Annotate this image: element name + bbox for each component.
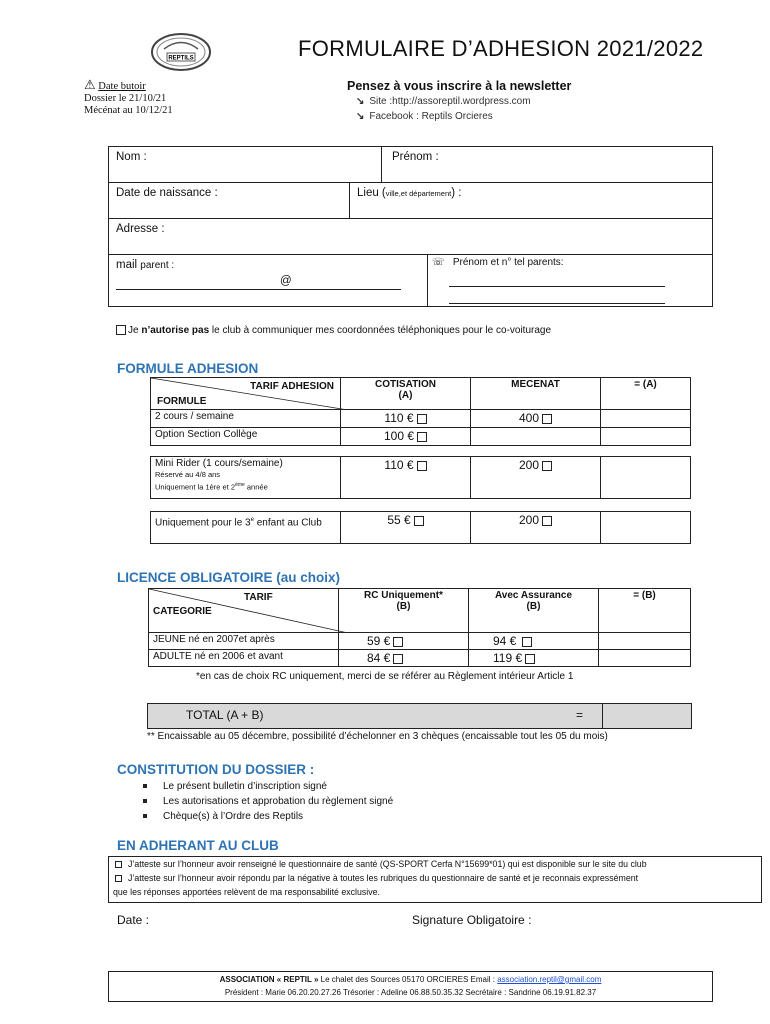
club-title: EN ADHERANT AU CLUB bbox=[117, 838, 279, 853]
page-title: FORMULAIRE D’ADHESION 2021/2022 bbox=[298, 36, 704, 61]
rc-adulte: 84 € bbox=[339, 650, 469, 667]
date-label: Date : bbox=[117, 913, 150, 927]
parents-field-1[interactable] bbox=[449, 273, 665, 287]
deadline-dossier: Dossier le 21/10/21 bbox=[84, 93, 167, 104]
deadline-block bbox=[84, 79, 173, 117]
mecenat-3e-enfant: 200 bbox=[471, 512, 601, 544]
consent-line[interactable]: Je n’autorise pas le club à communiquer mes coordonnées téléphoniques pour le co-voiturage bbox=[116, 325, 551, 336]
lieu-label: Lieu (ville,et département) : bbox=[357, 187, 462, 199]
adhesion-title: FORMULE ADHESION bbox=[117, 361, 259, 376]
warning-icon: ⚠ bbox=[84, 77, 96, 92]
licence-note: *en cas de choix RC uniquement, merci de se référer au Règlement intérieur Article 1 bbox=[196, 671, 574, 682]
footer-email-link[interactable]: association.reptil@gmail.com bbox=[497, 975, 602, 984]
naissance-label: Date de naissance : bbox=[116, 187, 218, 199]
rc-jeune: 59 € bbox=[339, 633, 469, 650]
club-logo bbox=[150, 32, 212, 72]
mecenat-mini-rider: 200 bbox=[471, 457, 601, 499]
deadline-title: Date butoir bbox=[98, 81, 146, 92]
assurance-jeune: 94 € bbox=[469, 633, 599, 650]
attestation-2: J’atteste sur l’honneur avoir répondu par la négative à toutes les rubriques du questionnaire de santé et je reconnais expressément bbox=[113, 871, 761, 885]
identity-table bbox=[108, 146, 713, 307]
parents-label: ☏ Prénom et n° tel parents: bbox=[432, 257, 564, 268]
facebook-line[interactable] bbox=[356, 111, 493, 122]
total-note: ** Encaissable au 05 décembre, possibilité d’échelonner en 3 chèques (encaissable tout les 05 du mois) bbox=[147, 731, 608, 742]
assurance-adulte: 119 € bbox=[469, 650, 599, 667]
formule-3e-enfant: Uniquement pour le 3e enfant au Club bbox=[151, 512, 341, 544]
footer-contacts: Président : Marie 06.20.20.27.26 Trésorier : Adeline 06.88.50.35.32 Secrétaire : Sandrine 06.19.91.82.37 bbox=[224, 988, 597, 997]
deadline-mecenat: Mécénat au 10/12/21 bbox=[84, 105, 173, 116]
total-field[interactable] bbox=[602, 704, 603, 728]
list-item: Le présent bulletin d’inscription signé bbox=[143, 779, 393, 794]
mecenat-2cours: 400 bbox=[471, 410, 601, 428]
formule-college: Option Section Collège bbox=[151, 428, 341, 446]
cotisation-2cours: 110 € bbox=[341, 410, 471, 428]
footer-assoc: ASSOCIATION « REPTIL » bbox=[219, 975, 319, 984]
parents-field-2[interactable] bbox=[449, 291, 665, 304]
dossier-title: CONSTITUTION DU DOSSIER : bbox=[117, 762, 315, 777]
mail-field[interactable]: @ bbox=[116, 275, 401, 290]
adresse-label: Adresse : bbox=[116, 223, 165, 235]
licence-table: TARIF CATEGORIE RC Uniquement* (B) Avec Assurance (B) = (B) JEUNE né en 2007et après 59 € 94 € ADULTE né en 2006 et avant 84 € 119 € bbox=[148, 588, 691, 667]
phone-icon: ☏ bbox=[432, 257, 445, 268]
nom-label: Nom : bbox=[116, 151, 147, 163]
newsletter-title: Pensez à vous inscrire à la newsletter bbox=[347, 79, 572, 93]
signature-label: Signature Obligatoire : bbox=[412, 913, 532, 927]
mail-label: mail parent : bbox=[116, 259, 175, 271]
site-line[interactable] bbox=[356, 96, 531, 107]
formule-2cours: 2 cours / semaine bbox=[151, 410, 341, 428]
total-eq: = bbox=[576, 708, 584, 722]
total-label: TOTAL (A + B) bbox=[186, 708, 264, 722]
attestation-1: J’atteste sur l’honneur avoir renseigné le questionnaire de santé (QS-SPORT Cerfa N°15699*01) qui est disponible sur le site du club bbox=[113, 857, 761, 871]
prenom-label: Prénom : bbox=[392, 151, 439, 163]
list-item: Chèque(s) à l’Ordre des Reptils bbox=[143, 809, 393, 824]
cotisation-college: 100 € bbox=[341, 428, 471, 446]
facebook-link[interactable]: Facebook : Reptils Orcieres bbox=[369, 111, 493, 122]
licence-title: LICENCE OBLIGATOIRE (au choix) bbox=[117, 570, 341, 585]
site-link[interactable]: Site :http://assoreptil.wordpress.com bbox=[369, 96, 531, 107]
total-bar bbox=[147, 703, 692, 729]
licence-jeune: JEUNE né en 2007et après bbox=[149, 633, 339, 650]
attestation-3: que les réponses apportées relèvent de ma responsabilité exclusive. bbox=[113, 887, 380, 897]
cotisation-3e-enfant: 55 € bbox=[341, 512, 471, 544]
cotisation-mini-rider: 110 € bbox=[341, 457, 471, 499]
logo-text: REPTILS bbox=[168, 55, 194, 62]
list-item: Les autorisations et approbation du règlement signé bbox=[143, 794, 393, 809]
formule-mini-rider: Mini Rider (1 cours/semaine) Réservé au 4/8 ans Uniquement la 1ère et 2ème année bbox=[151, 457, 341, 499]
consent-checkbox[interactable] bbox=[116, 325, 126, 335]
footer: ASSOCIATION « REPTIL » Le chalet des Sources 05170 ORCIERES Email : association.reptil@gmail.com Président : Marie 06.20.20.27.26 Trésorier : Adeline 06.88.50.35.32 Secrétaire : Sandrine 06.19.91.82.37 bbox=[108, 971, 713, 1002]
licence-adulte: ADULTE né en 2006 et avant bbox=[149, 650, 339, 667]
attestation-box bbox=[108, 856, 762, 903]
dossier-list bbox=[143, 779, 393, 824]
adhesion-table: TARIF ADHESION FORMULE COTISATION (A) MECENAT = (A) 2 cours / semaine 110 € 400 Option Section Collège 100 € Mini Rider (1 cours/semaine) Réservé au 4/8 ans Uniquement la 1ère et 2ème année 110 € 200 Uniquement pour le 3e enfant au Club 55 € 200 bbox=[150, 377, 691, 544]
arrow-icon: ↘ bbox=[356, 111, 365, 122]
arrow-icon: ↘ bbox=[356, 96, 365, 107]
